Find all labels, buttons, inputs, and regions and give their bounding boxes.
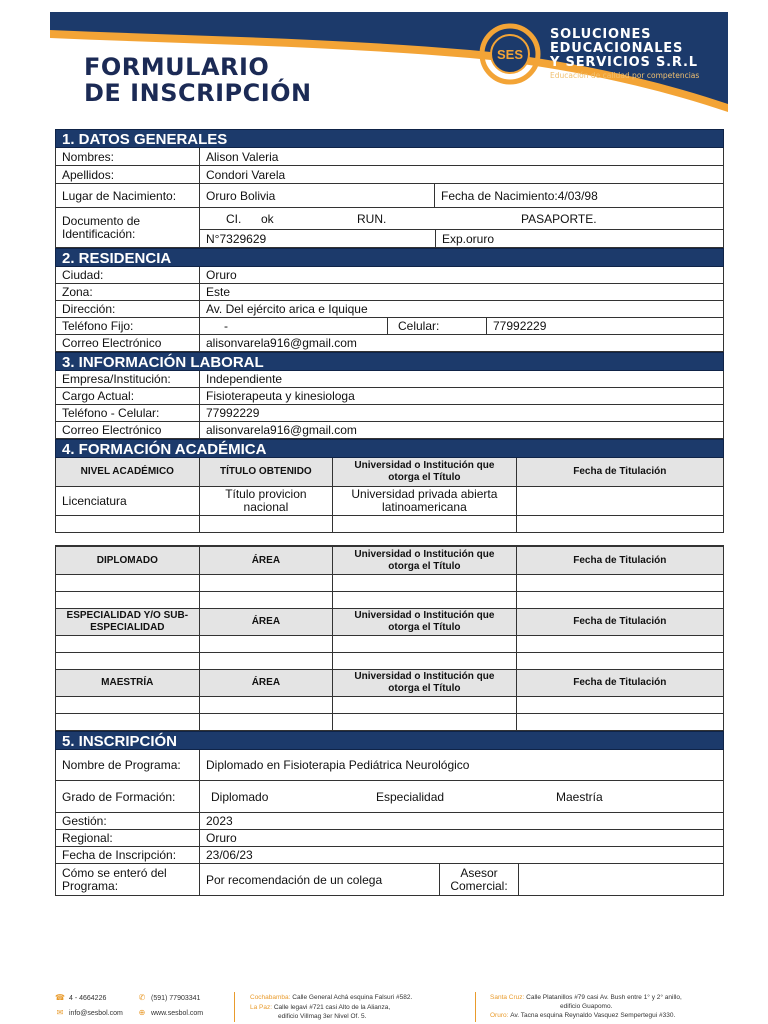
licenciatura-universidad[interactable]: Universidad privada abierta latinoamericana: [332, 487, 515, 515]
footer-scz-addr1: Calle Platanillos #79 casi Av. Bush entre 1° y 2° anillo,: [526, 994, 682, 1001]
row-maestria-2: [55, 714, 724, 731]
licenciatura-titulo[interactable]: Título provicion nacional: [199, 487, 333, 515]
header-diplomado: DIPLOMADO: [56, 547, 199, 574]
licenciatura-nivel[interactable]: Licenciatura: [62, 494, 127, 508]
row-grado: [55, 781, 724, 813]
row-header-maestria: [55, 670, 724, 697]
footer-oruro-city: Oruro:: [490, 1012, 509, 1019]
fecha-inscripcion-label: Fecha de Inscripción:: [62, 848, 177, 862]
como-se-entero-value[interactable]: Por recomendación de un colega: [199, 864, 439, 895]
footer-cbba-city: Cochabamba:: [250, 994, 291, 1001]
mail-icon: ✉: [56, 1008, 64, 1017]
footer-scz-addr2: edificio Guapomo.: [560, 1003, 613, 1010]
logo-line2: EDUCACIONALES: [550, 41, 684, 56]
form-title-line2: DE INSCRIPCIÓN: [84, 79, 312, 107]
gestion-label: Gestión:: [62, 814, 107, 828]
empty-cell[interactable]: [332, 592, 515, 608]
row-ciudad: [55, 267, 724, 284]
footer-phone2: [137, 994, 200, 1002]
header-universidad: Universidad o Institución que otorga el Título: [332, 547, 515, 574]
footer-oruro: [490, 1012, 675, 1019]
ciudad-value[interactable]: Oruro: [199, 267, 723, 283]
footer-divider: [234, 992, 235, 1022]
row-correo-residencia: [55, 335, 724, 352]
logo-tagline: Educación de calidad por competencias: [550, 71, 700, 80]
header-area: ÁREA: [199, 609, 333, 635]
empty-cell[interactable]: [332, 575, 515, 591]
empty-cell[interactable]: [332, 653, 515, 669]
empty-cell[interactable]: [199, 653, 333, 669]
header-fecha: Fecha de Titulación: [516, 670, 723, 696]
apellidos-label: Apellidos:: [62, 167, 115, 182]
telefono-laboral-label: Teléfono - Celular:: [62, 406, 160, 420]
empty-cell[interactable]: [56, 697, 199, 713]
row-fecha-inscripcion: [55, 847, 724, 864]
asesor-label: Asesor Comercial:: [439, 864, 518, 895]
footer-cochabamba: [250, 994, 412, 1001]
ci-option[interactable]: CI.: [226, 211, 242, 226]
row-telefono-laboral: [55, 405, 724, 422]
empty-cell[interactable]: [332, 697, 515, 713]
row-maestria-1: [55, 697, 724, 714]
logo-line1: SOLUCIONES: [550, 27, 652, 42]
logo-text: [550, 28, 699, 80]
header-fecha: Fecha de Titulación: [516, 609, 723, 635]
zona-value[interactable]: Este: [199, 284, 723, 300]
empty-cell[interactable]: [56, 653, 199, 669]
row-correo-laboral: [55, 422, 724, 439]
logo-line3: Y SERVICIOS S.R.L: [550, 55, 698, 70]
footer-lapaz: [250, 1004, 390, 1011]
correo-laboral-value[interactable]: alisonvarela916@gmail.com: [199, 422, 723, 438]
documento-exp[interactable]: Exp.oruro: [435, 230, 723, 247]
nombres-value[interactable]: Alison Valeria: [199, 148, 723, 165]
footer-phone1-text: 4 - 4664226: [69, 994, 107, 1002]
empty-cell[interactable]: [56, 714, 199, 730]
empty-cell[interactable]: [332, 636, 515, 652]
logo-mark-icon: [478, 22, 542, 86]
spacer: [55, 533, 724, 546]
header-universidad: Universidad o Institución que otorga el Título: [332, 609, 515, 635]
empty-cell[interactable]: [516, 697, 723, 713]
regional-label: Regional:: [62, 831, 113, 845]
row-especialidad-2: [55, 653, 724, 670]
programa-label: Nombre de Programa:: [62, 758, 181, 772]
ci-check[interactable]: ok: [261, 211, 274, 226]
grado-especialidad-option[interactable]: Especialidad: [376, 789, 445, 804]
empty-cell[interactable]: [199, 697, 333, 713]
apellidos-value[interactable]: Condori Varela: [199, 166, 723, 183]
row-header-diplomado: [55, 546, 724, 575]
empty-cell[interactable]: [199, 575, 333, 591]
row-diplomado-1: [55, 575, 724, 592]
empty-cell[interactable]: [516, 516, 723, 532]
pasaporte-option[interactable]: PASAPORTE.: [521, 211, 597, 226]
footer-email-text[interactable]: info@sesbol.com: [69, 1009, 123, 1017]
row-regional: [55, 830, 724, 847]
telefono-fijo-value[interactable]: -: [199, 318, 387, 334]
row-nombres: [55, 148, 724, 166]
fecha-nacimiento-value[interactable]: Fecha de Nacimiento:4/03/98: [434, 184, 723, 207]
registration-form: [55, 129, 724, 896]
footer-email[interactable]: [55, 1009, 123, 1017]
section-formacion-academica: 4. FORMACIÓN ACADÉMICA: [55, 439, 724, 458]
correo-laboral-label: Correo Electrónico: [62, 423, 162, 437]
header-fecha: Fecha de Titulación: [516, 458, 723, 486]
nombres-label: Nombres:: [62, 149, 115, 164]
globe-icon: ⊕: [138, 1008, 146, 1017]
section-datos-generales: 1. DATOS GENERALES: [55, 129, 724, 148]
header-fecha: Fecha de Titulación: [516, 547, 723, 574]
section-informacion-laboral: 3. INFORMACIÓN LABORAL: [55, 352, 724, 371]
documento-label: Documento de Identificación:: [62, 213, 141, 241]
telefono-laboral-value[interactable]: 77992229: [199, 405, 723, 421]
grado-diplomado-option[interactable]: Diplomado: [211, 789, 269, 804]
row-telefono-fijo: [55, 318, 724, 335]
row-zona: [55, 284, 724, 301]
empresa-value[interactable]: Independiente: [199, 371, 723, 387]
como-se-entero-label: Cómo se enteró del Programa:: [62, 865, 167, 893]
cargo-value[interactable]: Fisioterapeuta y kinesiologa: [199, 388, 723, 404]
grado-options: [199, 781, 723, 812]
footer: [0, 988, 768, 1024]
empty-cell[interactable]: [516, 575, 723, 591]
footer-phone2-text: (591) 77903341: [151, 994, 201, 1002]
empty-cell[interactable]: [516, 714, 723, 730]
empty-cell[interactable]: [56, 516, 199, 532]
footer-lapaz-city: La Paz:: [250, 1004, 273, 1011]
ciudad-label: Ciudad:: [62, 268, 104, 282]
run-option[interactable]: RUN.: [357, 211, 387, 226]
asesor-value[interactable]: [518, 864, 723, 895]
row-licenciatura: [55, 487, 724, 516]
lugar-nacimiento-value[interactable]: Oruro Bolivia: [199, 184, 434, 207]
documento-types: [200, 208, 723, 230]
row-cargo: [55, 388, 724, 405]
header-titulo: TÍTULO OBTENIDO: [199, 458, 333, 486]
grado-maestria-option[interactable]: Maestría: [556, 789, 603, 804]
regional-value[interactable]: Oruro: [199, 830, 723, 846]
phone-icon: ☎: [55, 993, 65, 1002]
empty-cell[interactable]: [56, 592, 199, 608]
row-lugar-nacimiento: [55, 184, 724, 208]
documento-number-row: [200, 230, 723, 247]
empty-cell[interactable]: [332, 714, 515, 730]
celular-value[interactable]: 77992229: [486, 318, 723, 334]
empty-cell[interactable]: [516, 653, 723, 669]
lugar-nacimiento-label: Lugar de Nacimiento:: [62, 188, 177, 203]
header-band: [0, 0, 768, 120]
empresa-label: Empresa/Institución:: [62, 372, 171, 386]
footer-divider: [475, 992, 476, 1022]
logo-mark-text: SES: [496, 47, 524, 62]
direccion-value[interactable]: Av. Del ejército arica e Iquique: [199, 301, 723, 317]
footer-lapaz-line2: [278, 1013, 366, 1020]
row-como-se-entero: [55, 864, 724, 896]
row-header-especialidad: [55, 609, 724, 636]
footer-web-text[interactable]: www.sesbol.com: [151, 1009, 204, 1017]
row-programa: [55, 750, 724, 781]
empty-cell[interactable]: [332, 516, 515, 532]
empty-cell[interactable]: [199, 636, 333, 652]
footer-phone1: [55, 994, 106, 1002]
header-especialidad: ESPECIALIDAD Y/O SUB-ESPECIALIDAD: [56, 609, 199, 635]
fecha-inscripcion-value[interactable]: 23/06/23: [199, 847, 723, 863]
footer-lapaz-addr2: edificio Villmag 3er Nivel Of. 5.: [278, 1013, 367, 1020]
whatsapp-icon: ✆: [138, 993, 146, 1002]
empty-cell[interactable]: [516, 592, 723, 608]
cargo-label: Cargo Actual:: [62, 389, 135, 403]
zona-label: Zona:: [62, 285, 93, 299]
row-empresa: [55, 371, 724, 388]
licenciatura-fecha[interactable]: [516, 487, 723, 515]
direccion-label: Dirección:: [62, 302, 116, 316]
empty-cell[interactable]: [199, 592, 333, 608]
documento-number[interactable]: N°7329629: [206, 231, 267, 246]
celular-label: Celular:: [387, 318, 486, 334]
documento-group: [199, 208, 723, 247]
gestion-value[interactable]: 2023: [199, 813, 723, 829]
footer-santacruz: [490, 994, 682, 1001]
footer-web[interactable]: [137, 1009, 203, 1017]
footer-scz-city: Santa Cruz:: [490, 994, 525, 1001]
correo-residencia-label: Correo Electrónico: [62, 336, 162, 350]
footer-cbba-addr: Calle General Achá esquina Falsuri #582.: [292, 994, 413, 1001]
row-diplomado-2: [55, 592, 724, 609]
empty-cell[interactable]: [199, 714, 333, 730]
form-title: [84, 54, 312, 106]
header-universidad: Universidad o Institución que otorga el Título: [332, 670, 515, 696]
header-universidad: Universidad o Institución que otorga el Título: [332, 458, 515, 486]
row-apellidos: [55, 166, 724, 184]
header-maestria: MAESTRÍA: [56, 670, 199, 696]
empty-cell[interactable]: [56, 636, 199, 652]
row-especialidad-1: [55, 636, 724, 653]
footer-santacruz-line2: [560, 1003, 612, 1010]
footer-lapaz-addr1: Calle legavi #721 casi Alto de la Alianza,: [273, 1004, 391, 1011]
company-logo: [478, 22, 699, 86]
header-area: ÁREA: [199, 670, 333, 696]
empty-cell[interactable]: [56, 575, 199, 591]
row-header-licenciatura: [55, 458, 724, 487]
grado-label: Grado de Formación:: [62, 789, 176, 804]
header-nivel: NIVEL ACADÉMICO: [56, 458, 199, 486]
form-title-line1: FORMULARIO: [84, 53, 270, 81]
row-gestion: [55, 813, 724, 830]
header-area: ÁREA: [199, 547, 333, 574]
empty-cell[interactable]: [516, 636, 723, 652]
section-residencia: 2. RESIDENCIA: [55, 248, 724, 267]
section-inscripcion: 5. INSCRIPCIÓN: [55, 731, 724, 750]
correo-residencia-value[interactable]: alisonvarela916@gmail.com: [199, 335, 723, 351]
row-direccion: [55, 301, 724, 318]
telefono-fijo-label: Teléfono Fijo:: [62, 319, 134, 333]
programa-value[interactable]: Diplomado en Fisioterapia Pediátrica Neurológico: [199, 750, 723, 780]
row-licenciatura-empty: [55, 516, 724, 533]
empty-cell[interactable]: [199, 516, 333, 532]
row-documento: [55, 208, 724, 248]
footer-oruro-addr: Av. Tacna esquina Reynaldo Vasquez Sempertegui #330.: [510, 1012, 676, 1019]
